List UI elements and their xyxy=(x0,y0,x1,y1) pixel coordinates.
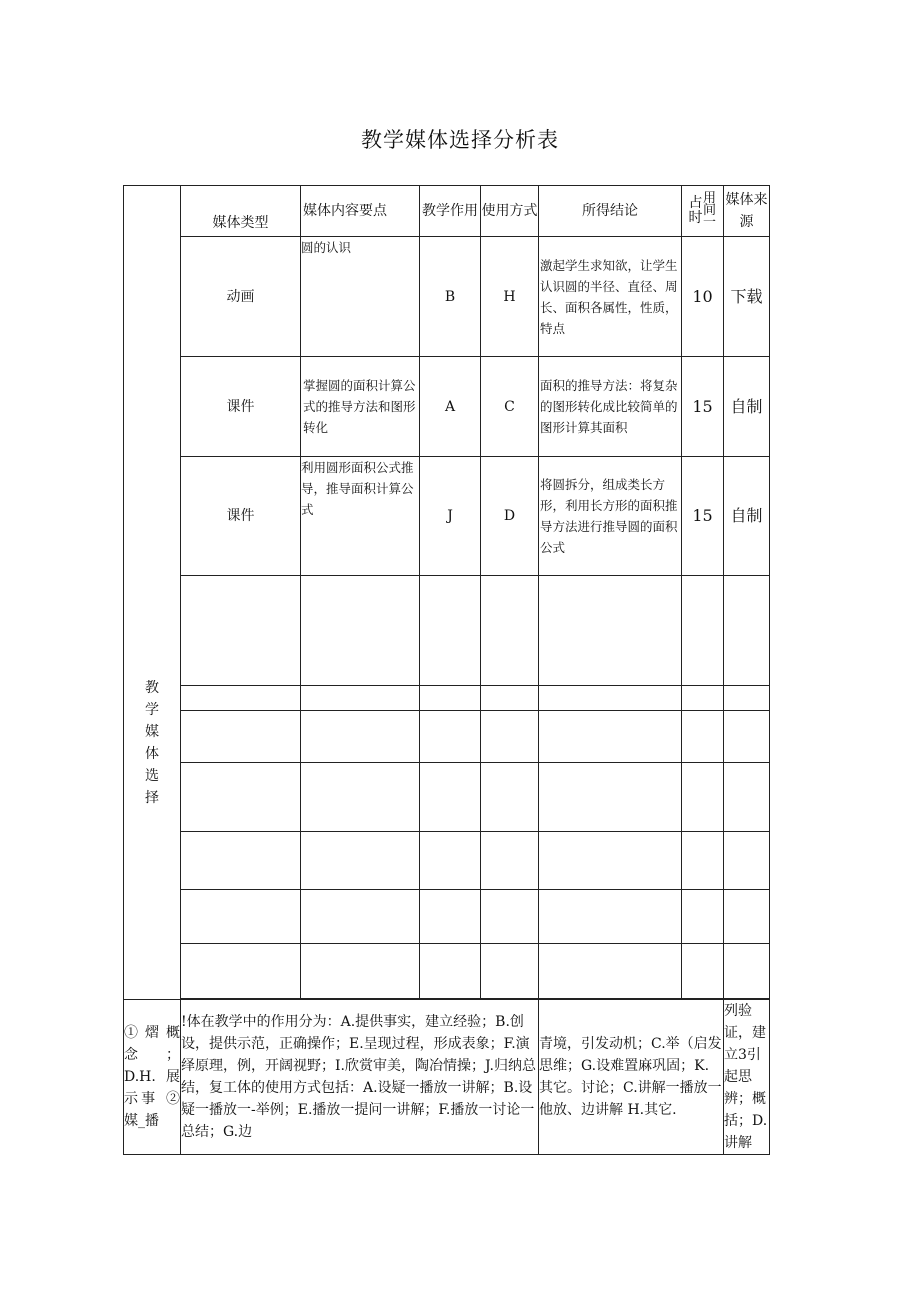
header-media-type: 媒体类型 xyxy=(181,186,301,237)
header-usage: 使用方式 xyxy=(481,186,539,237)
table-row xyxy=(124,357,770,457)
row1-type: 动画 xyxy=(181,237,301,357)
row2-content: 掌握圆的面积计算公式的推导方法和图形转化 xyxy=(301,357,420,457)
table-row xyxy=(124,457,770,576)
header-source: 媒体来源 xyxy=(724,186,770,237)
header-time-a: 占时 xyxy=(688,195,703,226)
empty-row xyxy=(124,763,770,832)
header-row xyxy=(124,186,770,237)
row3-source: 自制 xyxy=(724,457,770,576)
row1-content: 圆的认识 xyxy=(301,237,420,357)
row2-usage: C xyxy=(481,357,539,457)
header-role: 教学作用 xyxy=(420,186,481,237)
page-title: 教学媒体选择分析表 xyxy=(361,128,559,152)
row2-source: 自制 xyxy=(724,357,770,457)
row3-time: 15 xyxy=(682,457,724,576)
row3-role: J xyxy=(420,457,481,576)
row2-conclusion: 面积的推导方法：将复杂的图形转化成比较简单的图形计算其面积 xyxy=(539,357,682,457)
row1-conclusion: 激起学生求知欲，让学生认识圆的半径、直径、周长、面积各属性，性质，特点 xyxy=(539,237,682,357)
row2-time: 15 xyxy=(682,357,724,457)
row1-time: 10 xyxy=(682,237,724,357)
media-selection-table xyxy=(123,185,770,1155)
table-row xyxy=(124,237,770,357)
empty-row xyxy=(124,576,770,686)
empty-row xyxy=(124,944,770,999)
footnote-row xyxy=(124,1000,770,1155)
header-conclusion: 所得结论 xyxy=(539,186,682,237)
row2-type: 课件 xyxy=(181,357,301,457)
footnote-col4: 列验证，建立3引起思辨；概括；D.讲解 xyxy=(724,1000,770,1155)
row1-role: B xyxy=(420,237,481,357)
side-label-cell xyxy=(124,186,181,1000)
footnote-col3: 青境，引发动机；C.举（启发思维；G.设难置麻巩固；K.其它。讨论；C.讲解一播放一他放、边讲解 H.其它. xyxy=(539,1000,724,1155)
row3-conclusion: 将圆拆分，组成类长方形，利用长方形的面积推导方法进行推导圆的面积公式 xyxy=(539,457,682,576)
header-content: 媒体内容要点 xyxy=(301,186,420,237)
side-label: 教学媒体选择 xyxy=(145,679,159,806)
footnote-col1: ①熠概念；D.H. 展示事 ②媒_播 xyxy=(124,1000,181,1155)
row3-usage: D xyxy=(481,457,539,576)
row2-role: A xyxy=(420,357,481,457)
empty-row xyxy=(124,832,770,890)
row3-content: 利用圆形面积公式推导，推导面积计算公式 xyxy=(301,457,420,576)
row3-type: 课件 xyxy=(181,457,301,576)
row1-source: 下载 xyxy=(724,237,770,357)
header-time-b: 用间一 xyxy=(702,191,716,230)
empty-row xyxy=(124,711,770,763)
header-time xyxy=(682,186,724,237)
empty-row xyxy=(124,686,770,711)
row1-usage: H xyxy=(481,237,539,357)
footnote-col2: !体在教学中的作用分为：A.提供事实，建立经验；B.创设，提供示范，正确操作；E.呈现过程，形成表象；F.演绎原理，例，开阔视野；I.欣赏审美，陶冶情操；J.归纳总结，复工体的使用方式包括：A.设疑一播放一讲解；B.设疑一播放一-举例；E.播放一提问一讲解；F.播放一讨论一总结；G.边 xyxy=(181,1000,539,1155)
empty-row xyxy=(124,890,770,944)
